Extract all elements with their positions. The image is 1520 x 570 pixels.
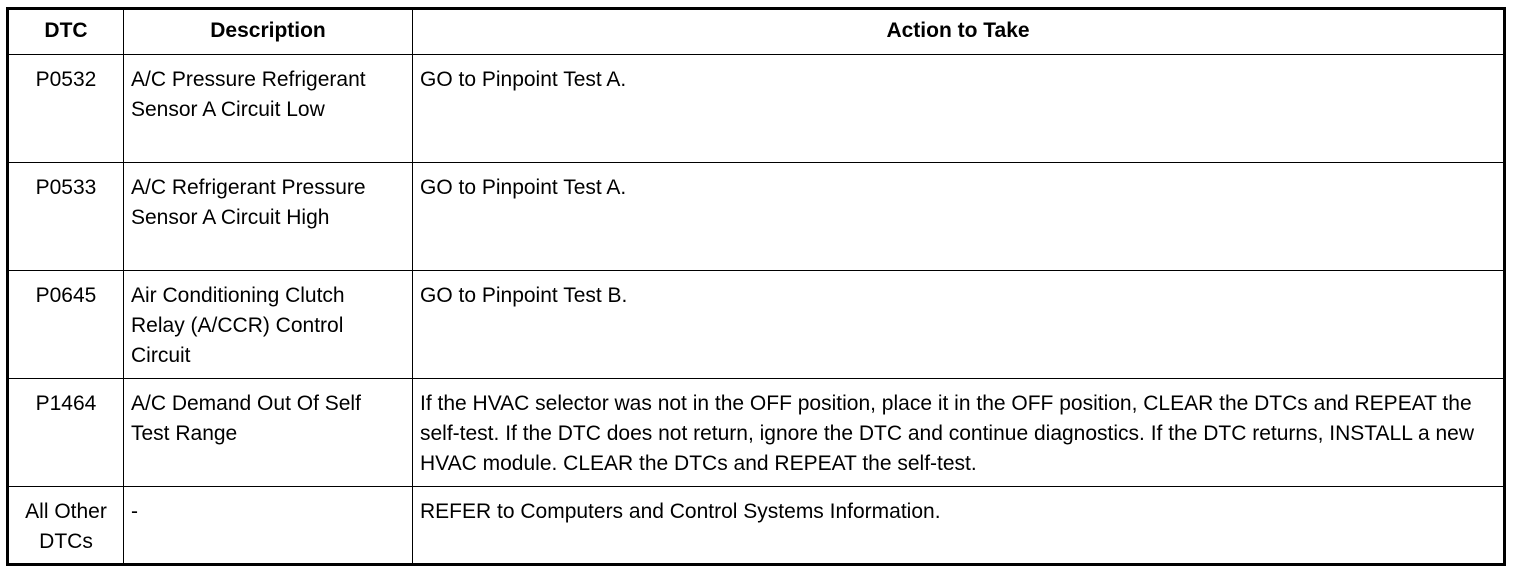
header-row bbox=[8, 9, 1505, 55]
table-row bbox=[8, 163, 1505, 271]
dtc-description: Air Conditioning Clutch Relay (A/CCR) Control Circuit bbox=[124, 271, 413, 379]
header-dtc: DTC bbox=[8, 9, 124, 55]
dtc-action: GO to Pinpoint Test B. bbox=[413, 271, 1505, 379]
header-description: Description bbox=[124, 9, 413, 55]
table-row bbox=[8, 487, 1505, 565]
dtc-code: P0533 bbox=[8, 163, 124, 271]
dtc-action: GO to Pinpoint Test A. bbox=[413, 55, 1505, 163]
dtc-action: If the HVAC selector was not in the OFF position, place it in the OFF position, CLEAR the DTCs and REPEAT the self-test. If the DTC does not return, ignore the DTC and continue diagnostics. If the DTC returns, INSTALL a new HVAC module. CLEAR the DTCs and REPEAT the self-test. bbox=[413, 379, 1505, 487]
dtc-table bbox=[6, 7, 1506, 566]
table-row bbox=[8, 55, 1505, 163]
dtc-code: P0532 bbox=[8, 55, 124, 163]
dtc-description: A/C Refrigerant Pressure Sensor A Circuit High bbox=[124, 163, 413, 271]
header-action: Action to Take bbox=[413, 9, 1505, 55]
table-row bbox=[8, 271, 1505, 379]
dtc-action: REFER to Computers and Control Systems Information. bbox=[413, 487, 1505, 565]
dtc-action: GO to Pinpoint Test A. bbox=[413, 163, 1505, 271]
table-row bbox=[8, 379, 1505, 487]
dtc-code: P0645 bbox=[8, 271, 124, 379]
dtc-description: - bbox=[124, 487, 413, 565]
dtc-description: A/C Pressure Refrigerant Sensor A Circuit Low bbox=[124, 55, 413, 163]
dtc-code: P1464 bbox=[8, 379, 124, 487]
dtc-description: A/C Demand Out Of Self Test Range bbox=[124, 379, 413, 487]
dtc-code: All Other DTCs bbox=[8, 487, 124, 565]
